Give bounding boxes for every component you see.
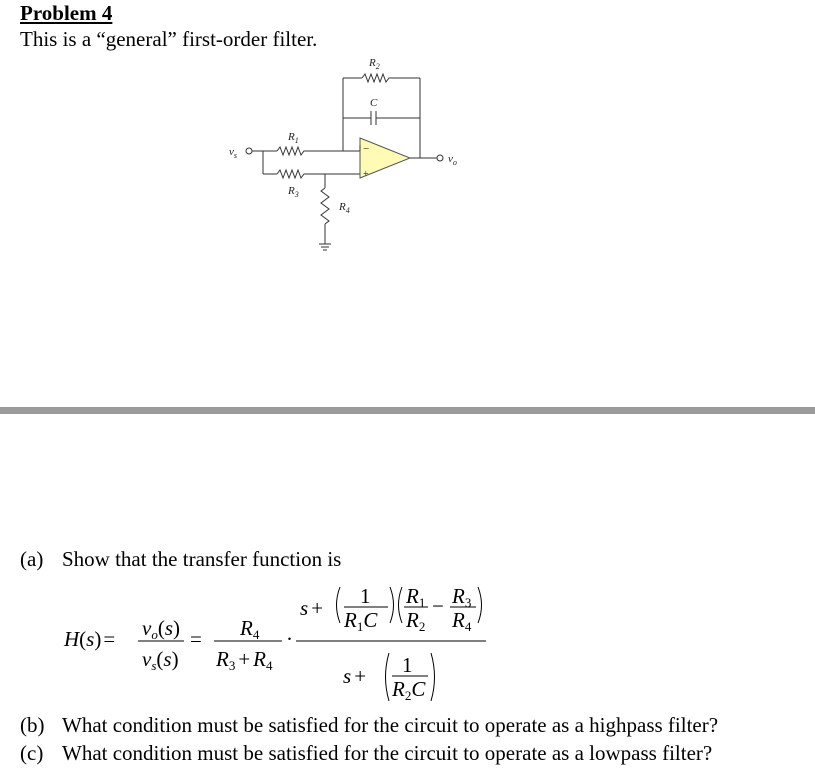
- vo-terminal: [437, 155, 443, 161]
- svg-text:·: ·: [286, 627, 293, 651]
- svg-text:s+: s +: [343, 664, 367, 688]
- svg-text:=: =: [190, 627, 202, 651]
- question-a-text: Show that the transfer function is: [62, 547, 342, 571]
- svg-text:R2C: R2C: [392, 677, 426, 703]
- svg-text:R1: R1: [406, 584, 426, 610]
- svg-text:R1: $R_1$: [288, 131, 299, 145]
- question-b-text: What condition must be satisfied for the circuit to operate as a highpass filter?: [62, 713, 719, 737]
- question-a-label: (a): [20, 547, 44, 571]
- question-a: [20, 547, 341, 572]
- question-c: [20, 741, 712, 766]
- vs-terminal: [246, 148, 252, 154]
- svg-text:−: −: [363, 143, 370, 155]
- svg-text:−: −: [432, 594, 444, 618]
- svg-text:+: +: [363, 169, 369, 180]
- svg-text:R4: R4: [452, 608, 472, 634]
- transfer-function: [0, 575, 520, 710]
- svg-text:R1C: R1C: [344, 608, 378, 634]
- svg-text:vo(s): vo(s): [142, 616, 181, 642]
- svg-text:s+: s +: [300, 596, 324, 620]
- circuit-diagram: [215, 48, 495, 263]
- r1-resistor: [277, 147, 311, 155]
- svg-text:R2: R2: [406, 608, 426, 634]
- svg-text:R3: $R_3$: [288, 185, 299, 199]
- svg-text:R2: $R_2$: [369, 57, 380, 71]
- r3-resistor: [277, 170, 311, 178]
- question-c-label: (c): [20, 741, 44, 765]
- svg-text:vs(s): vs(s): [142, 647, 179, 673]
- section-divider: [0, 407, 815, 414]
- problem-subtitle: This is a “general” first-order filter.: [20, 27, 318, 51]
- svg-text:R4: $R_4$: [339, 201, 350, 215]
- r2-resistor: [362, 74, 393, 82]
- svg-text:vo: $v_o$: [448, 153, 457, 167]
- svg-text:1: 1: [360, 584, 371, 608]
- question-b-label: (b): [20, 713, 45, 737]
- svg-text:1: 1: [402, 653, 413, 677]
- svg-text:R3: R3: [452, 584, 472, 610]
- svg-text:R3+R4: R3 + R4: [216, 647, 273, 673]
- r4-resistor: [321, 188, 329, 224]
- svg-text:C: C: [370, 97, 378, 109]
- svg-text:R4: R4: [240, 616, 260, 642]
- question-b: [20, 713, 718, 738]
- svg-text:vs: $v_s$: [229, 146, 238, 160]
- svg-text:H(s)=: H(s)=: [64, 627, 116, 651]
- question-c-text: What condition must be satisfied for the circuit to operate as a lowpass filter?: [62, 741, 713, 765]
- problem-title: Problem 4: [20, 1, 113, 25]
